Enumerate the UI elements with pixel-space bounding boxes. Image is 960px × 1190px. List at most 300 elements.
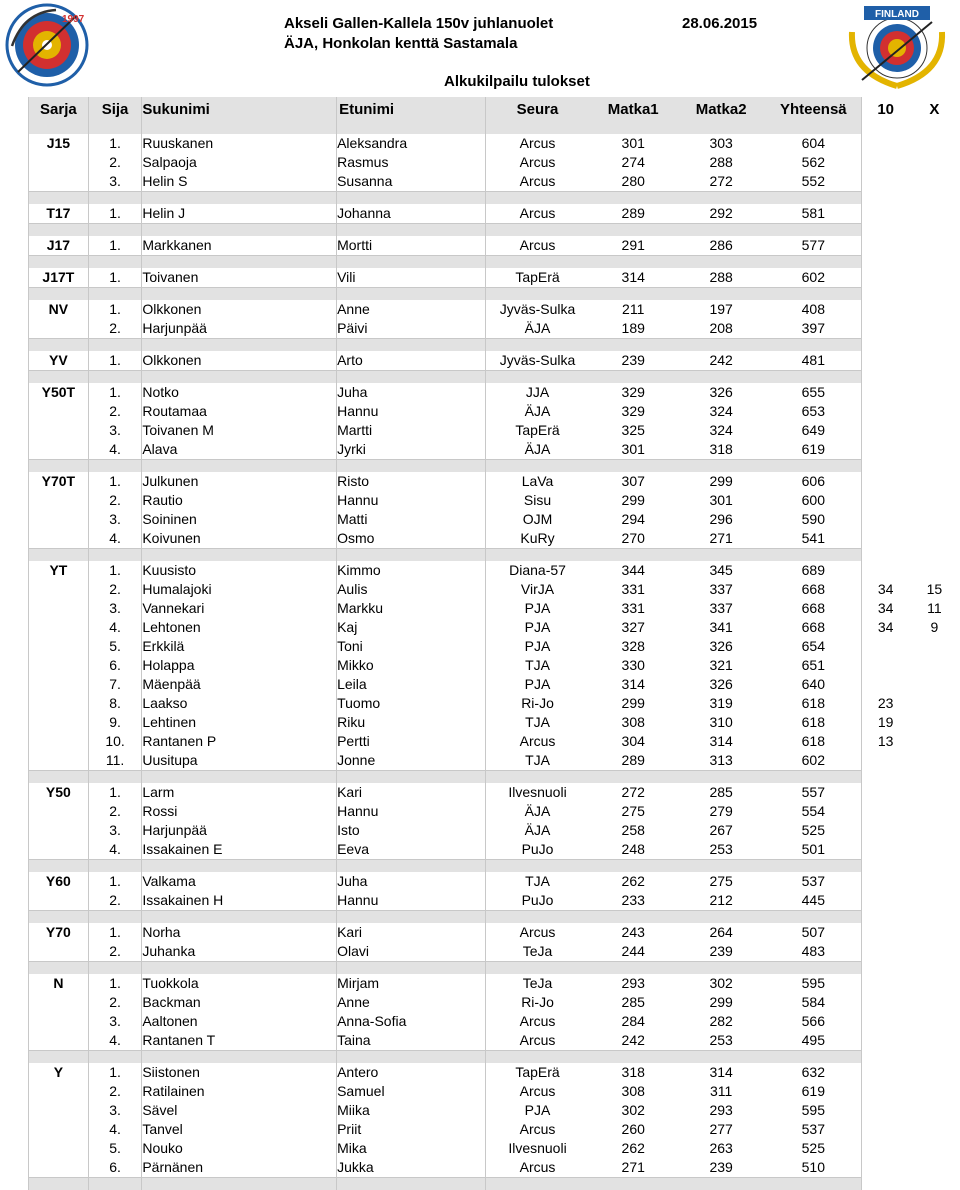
spacer-cell <box>337 256 486 269</box>
spacer-cell <box>142 1051 337 1064</box>
cell-class <box>29 153 89 172</box>
cell-first-name: Anne <box>337 300 486 319</box>
cell-first-name: Pertti <box>337 732 486 751</box>
cell-x-count <box>909 472 959 491</box>
cell-x-count <box>909 300 959 319</box>
spacer-cell <box>337 549 486 562</box>
cell-rank: 9. <box>88 713 142 732</box>
cell-total: 618 <box>765 713 862 732</box>
spacer-cell <box>485 288 589 301</box>
cell-class: Y70T <box>29 472 89 491</box>
spacer-cell <box>88 192 142 205</box>
cell-last-name: Julkunen <box>142 472 337 491</box>
cell-class <box>29 1139 89 1158</box>
spacer-cell <box>88 1178 142 1190</box>
cell-x-count <box>909 656 959 675</box>
cell-class: YV <box>29 351 89 371</box>
cell-club: TapErä <box>485 268 589 288</box>
cell-total: 595 <box>765 974 862 993</box>
col-header-matka2: Matka2 <box>677 97 765 122</box>
spacer-cell <box>862 371 909 384</box>
cell-class <box>29 891 89 911</box>
cell-rank: 4. <box>88 440 142 460</box>
cell-x-count <box>909 675 959 694</box>
cell-last-name: Norha <box>142 923 337 942</box>
cell-club: Arcus <box>485 172 589 192</box>
cell-rank: 3. <box>88 1101 142 1120</box>
cell-round1: 291 <box>589 236 677 256</box>
cell-x-count <box>909 402 959 421</box>
cell-rank: 11. <box>88 751 142 771</box>
cell-total: 554 <box>765 802 862 821</box>
cell-first-name: Mika <box>337 1139 486 1158</box>
cell-rank: 2. <box>88 153 142 172</box>
table-row <box>29 402 960 421</box>
spacer-cell <box>485 460 589 473</box>
cell-x-count <box>909 732 959 751</box>
cell-round1: 270 <box>589 529 677 549</box>
spacer-cell <box>589 860 677 873</box>
cell-round1: 318 <box>589 1063 677 1082</box>
cell-class <box>29 491 89 510</box>
cell-round1: 294 <box>589 510 677 529</box>
cell-club: VirJA <box>485 580 589 599</box>
cell-first-name: Mirjam <box>337 974 486 993</box>
cell-first-name: Kari <box>337 923 486 942</box>
cell-x-count <box>909 637 959 656</box>
cell-last-name: Larm <box>142 783 337 802</box>
cell-round1: 329 <box>589 383 677 402</box>
cell-x-count <box>909 974 959 993</box>
cell-round1: 272 <box>589 783 677 802</box>
cell-first-name: Hannu <box>337 491 486 510</box>
cell-round1: 344 <box>589 561 677 580</box>
col-header-matka1: Matka1 <box>589 97 677 122</box>
cell-first-name: Taina <box>337 1031 486 1051</box>
table-row <box>29 656 960 675</box>
spacer-cell <box>337 1178 486 1190</box>
spacer-cell <box>862 962 909 975</box>
cell-class <box>29 713 89 732</box>
cell-tens <box>862 1139 909 1158</box>
table-row <box>29 974 960 993</box>
cell-rank: 1. <box>88 923 142 942</box>
cell-tens <box>862 974 909 993</box>
spacer-cell <box>337 771 486 784</box>
spacer-cell <box>29 860 89 873</box>
cell-rank: 1. <box>88 1063 142 1082</box>
cell-club: OJM <box>485 510 589 529</box>
cell-club: Arcus <box>485 153 589 172</box>
cell-total: 668 <box>765 580 862 599</box>
cell-class <box>29 440 89 460</box>
cell-total: 397 <box>765 319 862 339</box>
table-row <box>29 1101 960 1120</box>
cell-last-name: Alava <box>142 440 337 460</box>
cell-class <box>29 599 89 618</box>
cell-last-name: Lehtinen <box>142 713 337 732</box>
cell-round1: 271 <box>589 1158 677 1178</box>
cell-total: 619 <box>765 1082 862 1101</box>
table-row <box>29 637 960 656</box>
spacer-cell <box>862 192 909 205</box>
cell-first-name: Leila <box>337 675 486 694</box>
cell-round2: 345 <box>677 561 765 580</box>
cell-round2: 263 <box>677 1139 765 1158</box>
cell-class <box>29 402 89 421</box>
cell-last-name: Lehtonen <box>142 618 337 637</box>
cell-first-name: Toni <box>337 637 486 656</box>
cell-round2: 288 <box>677 268 765 288</box>
spacer-cell <box>29 288 89 301</box>
cell-round1: 262 <box>589 872 677 891</box>
cell-round2: 337 <box>677 599 765 618</box>
cell-rank: 1. <box>88 268 142 288</box>
cell-club: ÄJA <box>485 319 589 339</box>
table-row <box>29 472 960 491</box>
cell-x-count <box>909 319 959 339</box>
cell-x-count: 11 <box>909 599 959 618</box>
cell-rank: 1. <box>88 783 142 802</box>
cell-x-count <box>909 1139 959 1158</box>
cell-x-count <box>909 751 959 771</box>
cell-first-name: Susanna <box>337 172 486 192</box>
cell-class <box>29 172 89 192</box>
cell-club: Jyväs-Sulka <box>485 300 589 319</box>
cell-rank: 1. <box>88 383 142 402</box>
spacer-cell <box>29 122 89 134</box>
cell-class <box>29 529 89 549</box>
spacer-cell <box>677 122 765 134</box>
cell-round1: 307 <box>589 472 677 491</box>
cell-tens <box>862 656 909 675</box>
spacer-cell <box>909 962 959 975</box>
cell-last-name: Toivanen M <box>142 421 337 440</box>
cell-club: TJA <box>485 656 589 675</box>
cell-last-name: Markkanen <box>142 236 337 256</box>
spacer-cell <box>677 460 765 473</box>
cell-first-name: Antero <box>337 1063 486 1082</box>
cell-total: 668 <box>765 599 862 618</box>
cell-round2: 197 <box>677 300 765 319</box>
cell-x-count <box>909 510 959 529</box>
cell-tens <box>862 1120 909 1139</box>
spacer-cell <box>142 122 337 134</box>
spacer-cell <box>29 371 89 384</box>
spacer-cell <box>142 339 337 352</box>
spacer-cell <box>677 288 765 301</box>
page-subtitle: Alkukilpailu tulokset <box>444 73 590 90</box>
cell-tens <box>862 440 909 460</box>
cell-round1: 327 <box>589 618 677 637</box>
cell-first-name: Riku <box>337 713 486 732</box>
spacer-cell <box>88 256 142 269</box>
table-footer-spacer <box>29 1178 960 1190</box>
cell-first-name: Jukka <box>337 1158 486 1178</box>
cell-tens <box>862 751 909 771</box>
spacer-cell <box>485 962 589 975</box>
table-row <box>29 529 960 549</box>
cell-club: Arcus <box>485 1031 589 1051</box>
cell-last-name: Rantanen T <box>142 1031 337 1051</box>
cell-rank: 3. <box>88 421 142 440</box>
spacer-cell <box>589 122 677 134</box>
results-table <box>28 97 960 1190</box>
cell-class: Y50 <box>29 783 89 802</box>
spacer-cell <box>88 962 142 975</box>
cell-total: 651 <box>765 656 862 675</box>
cell-x-count <box>909 1063 959 1082</box>
cell-club: ÄJA <box>485 802 589 821</box>
cell-class: Y70 <box>29 923 89 942</box>
group-spacer <box>29 224 960 237</box>
spacer-cell <box>142 460 337 473</box>
cell-class <box>29 942 89 962</box>
cell-class: Y <box>29 1063 89 1082</box>
spacer-cell <box>677 860 765 873</box>
cell-first-name: Eeva <box>337 840 486 860</box>
cell-round1: 293 <box>589 974 677 993</box>
spacer-cell <box>88 460 142 473</box>
cell-first-name: Hannu <box>337 802 486 821</box>
cell-round2: 319 <box>677 694 765 713</box>
cell-rank: 1. <box>88 134 142 153</box>
spacer-cell <box>337 371 486 384</box>
spacer-cell <box>909 371 959 384</box>
cell-round2: 318 <box>677 440 765 460</box>
cell-x-count <box>909 1031 959 1051</box>
cell-round2: 288 <box>677 153 765 172</box>
spacer-cell <box>485 549 589 562</box>
cell-club: Arcus <box>485 1012 589 1031</box>
cell-round2: 279 <box>677 802 765 821</box>
cell-first-name: Mortti <box>337 236 486 256</box>
spacer-cell <box>677 1051 765 1064</box>
spacer-cell <box>29 460 89 473</box>
cell-x-count <box>909 923 959 942</box>
spacer-cell <box>337 122 486 134</box>
spacer-cell <box>677 549 765 562</box>
cell-first-name: Arto <box>337 351 486 371</box>
spacer-cell <box>909 224 959 237</box>
cell-last-name: Rossi <box>142 802 337 821</box>
cell-tens <box>862 1101 909 1120</box>
cell-round1: 244 <box>589 942 677 962</box>
spacer-cell <box>589 224 677 237</box>
spacer-cell <box>337 339 486 352</box>
table-row <box>29 268 960 288</box>
results-body <box>29 122 960 1190</box>
page-header <box>0 0 960 96</box>
cell-class: J17 <box>29 236 89 256</box>
cell-tens <box>862 491 909 510</box>
spacer-cell <box>485 339 589 352</box>
table-row <box>29 891 960 911</box>
cell-rank: 2. <box>88 1082 142 1101</box>
cell-total: 584 <box>765 993 862 1012</box>
cell-total: 541 <box>765 529 862 549</box>
cell-round2: 314 <box>677 1063 765 1082</box>
cell-total: 653 <box>765 402 862 421</box>
cell-club: Arcus <box>485 923 589 942</box>
cell-tens <box>862 1031 909 1051</box>
cell-x-count <box>909 1012 959 1031</box>
cell-x-count <box>909 204 959 224</box>
cell-tens <box>862 821 909 840</box>
cell-last-name: Holappa <box>142 656 337 675</box>
spacer-cell <box>142 911 337 924</box>
cell-x-count <box>909 1082 959 1101</box>
spacer-cell <box>909 549 959 562</box>
cell-last-name: Juhanka <box>142 942 337 962</box>
cell-last-name: Mäenpää <box>142 675 337 694</box>
spacer-cell <box>485 256 589 269</box>
table-row <box>29 840 960 860</box>
cell-last-name: Ruuskanen <box>142 134 337 153</box>
cell-club: Ri-Jo <box>485 694 589 713</box>
cell-class <box>29 656 89 675</box>
spacer-cell <box>909 1051 959 1064</box>
cell-last-name: Nouko <box>142 1139 337 1158</box>
cell-total: 590 <box>765 510 862 529</box>
cell-round2: 341 <box>677 618 765 637</box>
spacer-cell <box>765 1178 862 1190</box>
spacer-cell <box>29 224 89 237</box>
spacer-cell <box>142 256 337 269</box>
cell-first-name: Matti <box>337 510 486 529</box>
cell-class <box>29 618 89 637</box>
spacer-cell <box>589 460 677 473</box>
cell-round2: 242 <box>677 351 765 371</box>
cell-total: 562 <box>765 153 862 172</box>
table-row <box>29 383 960 402</box>
cell-round2: 264 <box>677 923 765 942</box>
event-title: Akseli Gallen-Kallela 150v juhlanuolet <box>284 15 553 32</box>
cell-total: 600 <box>765 491 862 510</box>
spacer-cell <box>589 1178 677 1190</box>
table-row <box>29 319 960 339</box>
cell-first-name: Olavi <box>337 942 486 962</box>
cell-round2: 285 <box>677 783 765 802</box>
table-row <box>29 580 960 599</box>
cell-rank: 4. <box>88 1120 142 1139</box>
cell-tens <box>862 1082 909 1101</box>
cell-last-name: Salpaoja <box>142 153 337 172</box>
spacer-cell <box>88 1051 142 1064</box>
spacer-cell <box>29 771 89 784</box>
cell-last-name: Sävel <box>142 1101 337 1120</box>
cell-total: 557 <box>765 783 862 802</box>
cell-round2: 286 <box>677 236 765 256</box>
cell-total: 581 <box>765 204 862 224</box>
cell-last-name: Rautio <box>142 491 337 510</box>
spacer-cell <box>337 860 486 873</box>
cell-class <box>29 1031 89 1051</box>
table-row <box>29 300 960 319</box>
cell-round2: 299 <box>677 472 765 491</box>
cell-tens <box>862 840 909 860</box>
cell-first-name: Hannu <box>337 402 486 421</box>
cell-last-name: Valkama <box>142 872 337 891</box>
spacer-cell <box>337 192 486 205</box>
cell-x-count <box>909 268 959 288</box>
spacer-cell <box>485 224 589 237</box>
cell-round2: 208 <box>677 319 765 339</box>
table-row <box>29 993 960 1012</box>
spacer-cell <box>589 771 677 784</box>
table-row <box>29 675 960 694</box>
cell-first-name: Johanna <box>337 204 486 224</box>
group-spacer <box>29 771 960 784</box>
cell-round1: 260 <box>589 1120 677 1139</box>
group-spacer <box>29 339 960 352</box>
cell-first-name: Kaj <box>337 618 486 637</box>
cell-total: 602 <box>765 751 862 771</box>
cell-tens <box>862 300 909 319</box>
cell-first-name: Samuel <box>337 1082 486 1101</box>
spacer-cell <box>862 460 909 473</box>
table-row <box>29 872 960 891</box>
spacer-cell <box>909 860 959 873</box>
cell-round2: 303 <box>677 134 765 153</box>
spacer-cell <box>862 122 909 134</box>
cell-tens: 34 <box>862 599 909 618</box>
cell-x-count <box>909 421 959 440</box>
cell-round1: 284 <box>589 1012 677 1031</box>
cell-round2: 324 <box>677 402 765 421</box>
spacer-cell <box>29 962 89 975</box>
cell-class <box>29 421 89 440</box>
cell-club: TJA <box>485 872 589 891</box>
cell-round2: 239 <box>677 1158 765 1178</box>
cell-club: TJA <box>485 751 589 771</box>
spacer-cell <box>88 122 142 134</box>
cell-last-name: Kuusisto <box>142 561 337 580</box>
spacer-cell <box>485 860 589 873</box>
spacer-cell <box>909 256 959 269</box>
spacer-cell <box>88 771 142 784</box>
spacer-cell <box>337 962 486 975</box>
cell-rank: 4. <box>88 840 142 860</box>
spacer-cell <box>677 371 765 384</box>
cell-x-count <box>909 561 959 580</box>
cell-club: Jyväs-Sulka <box>485 351 589 371</box>
spacer-cell <box>765 771 862 784</box>
cell-round2: 302 <box>677 974 765 993</box>
table-row <box>29 561 960 580</box>
cell-rank: 2. <box>88 942 142 962</box>
spacer-cell <box>142 371 337 384</box>
group-spacer <box>29 122 960 134</box>
cell-class <box>29 993 89 1012</box>
spacer-cell <box>862 549 909 562</box>
cell-round2: 324 <box>677 421 765 440</box>
cell-x-count <box>909 236 959 256</box>
spacer-cell <box>862 911 909 924</box>
cell-round1: 275 <box>589 802 677 821</box>
cell-round1: 329 <box>589 402 677 421</box>
cell-x-count <box>909 783 959 802</box>
cell-class <box>29 1158 89 1178</box>
group-spacer <box>29 371 960 384</box>
cell-round1: 289 <box>589 751 677 771</box>
cell-last-name: Backman <box>142 993 337 1012</box>
spacer-cell <box>862 771 909 784</box>
spacer-cell <box>765 460 862 473</box>
cell-last-name: Harjunpää <box>142 319 337 339</box>
cell-rank: 5. <box>88 637 142 656</box>
group-spacer <box>29 1051 960 1064</box>
